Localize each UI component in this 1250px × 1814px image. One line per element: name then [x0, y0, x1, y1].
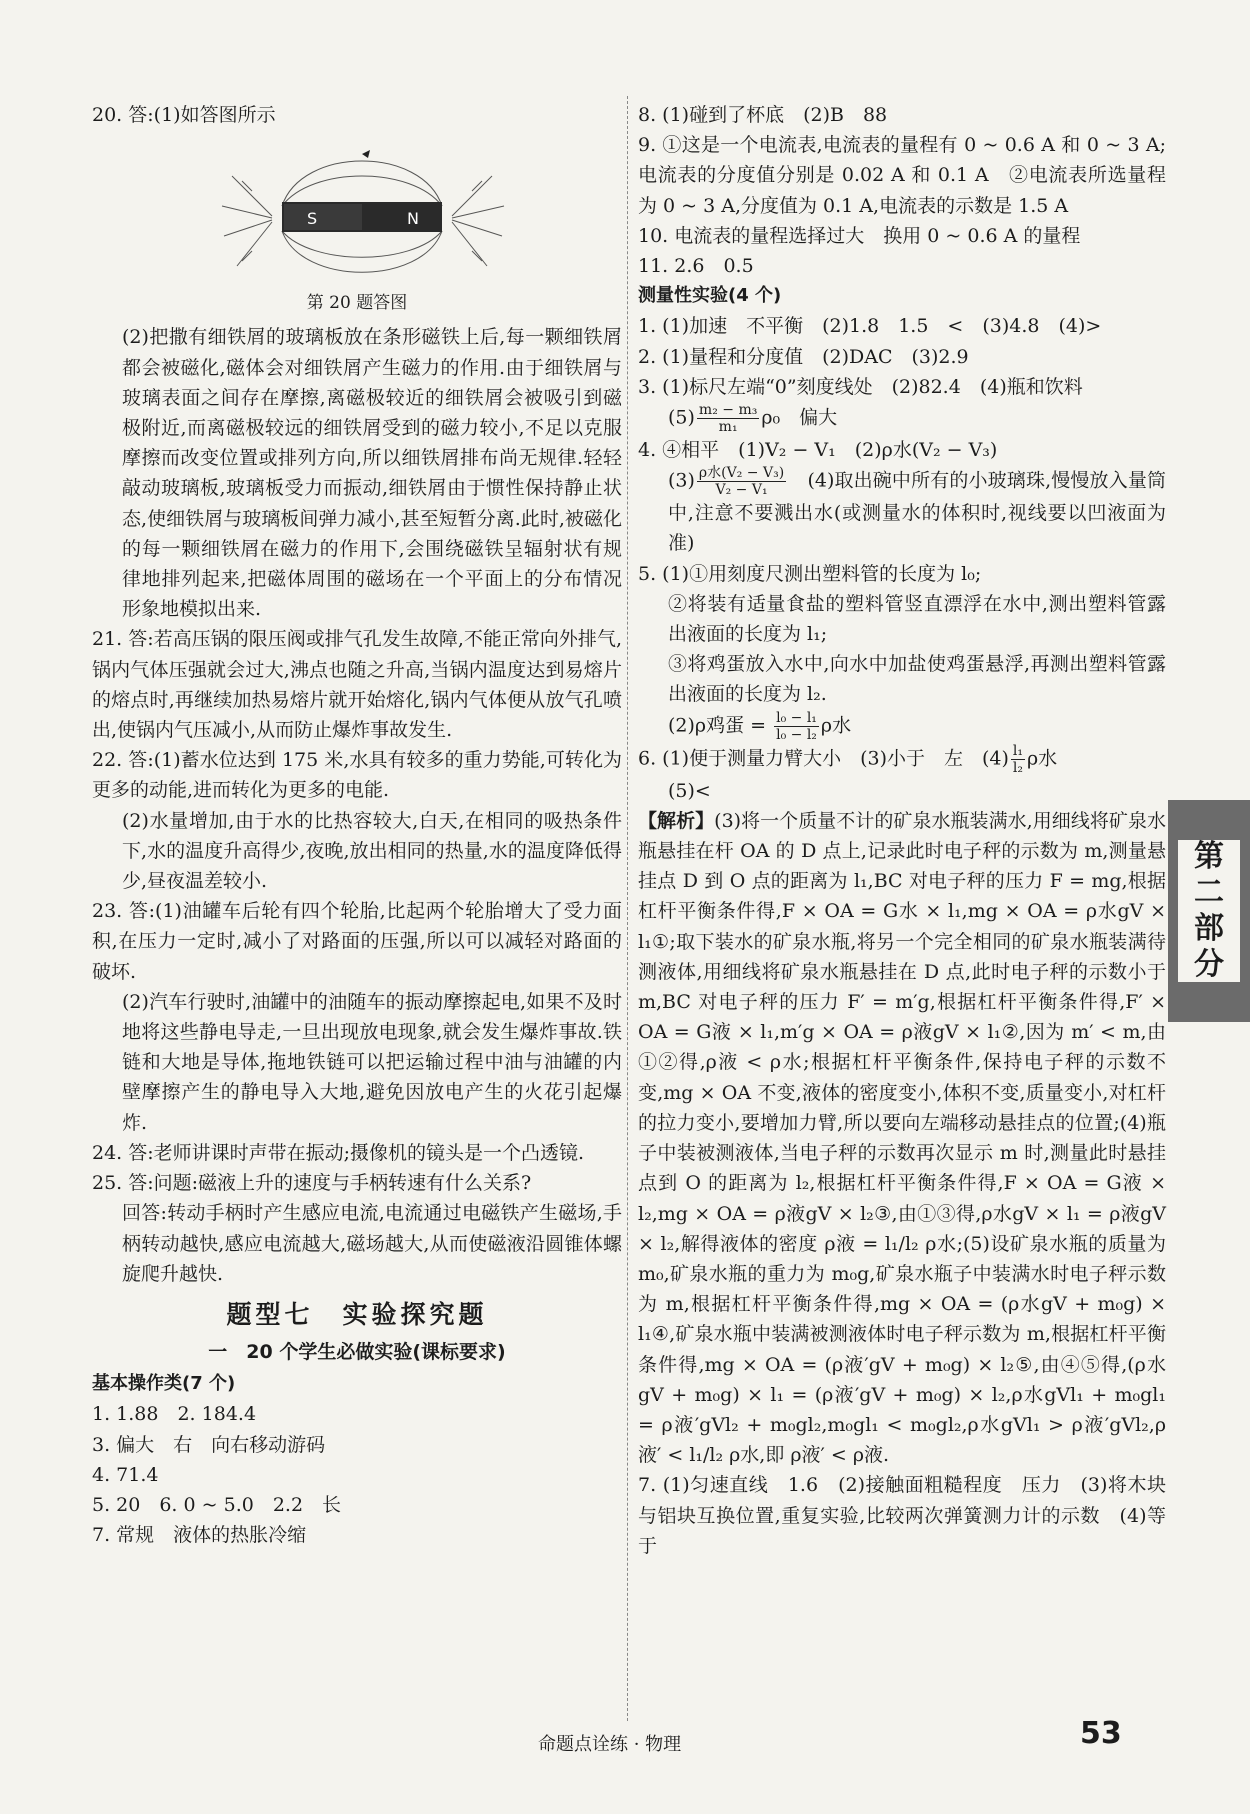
q25-answer: 回答:转动手柄时产生感应电流,电流通过电磁铁产生磁场,手柄转动越快,感应电流越大,磁场越大,从而使磁液沿圆锥体螺旋爬升越快. — [122, 1202, 622, 1285]
answer-7: 7. 常规 液体的热胀冷缩 — [92, 1524, 307, 1547]
m3-5-prefix: (5) — [668, 406, 695, 429]
m5-4-numerator: l₀ − l₁ — [776, 709, 817, 726]
m5-4-suffix: ρ水 — [820, 714, 852, 737]
page-number: 53 — [1080, 1716, 1122, 1751]
q22-answer-2: (2)水量增加,由于水的比热容较大,白天,在相同的吸热条件下,水的温度升高得少,夜晚,放出相同的热量,水的温度降低得少,昼夜温差较小. — [122, 809, 622, 893]
analysis-body: (3)将一个质量不计的矿泉水瓶装满水,用细线将矿泉水瓶悬挂在杆 OA 的 D 点上,记录此时电子秤的示数为 m,测量悬挂点 D 到 O 点的距离为 l₁,BC 对电子秤的压力 F = mg,根据杠杆平衡条件得,F × OA = G水 × l₁,mg × OA = ρ水gV × l₁①;取下装水的矿泉水瓶,将另一个完全相同的矿泉水瓶装满待测液体,用细线将矿泉水瓶悬挂在 D 点,此时电子秤的示数小于 m,BC 对电子秤的压力 F′ = m′g,根据杠杆平衡条件得,F′ × OA = G液 × l₁,m′g × OA = ρ液gV × l₁②,因为 m′ < m,由①②得,ρ液 < ρ水;根据杠杆平衡条件,保持电子秤的示数不变,mg × OA 不变,液体的密度变小,体积不变,质量变小,对杠杆的拉力变小,要增加力臂,所以要向左端移动悬挂点的位置;(4)瓶子中装被测液体,当电子秤的示数再次显示 m 时,测量此时悬挂点到 O 的距离为 l₂,根据杠杆平衡条件得,F × OA = G液 × l₂,mg × OA = ρ液gV × l₂③,由①③得,ρ水gV × l₁ = ρ液gV × l₂,解得液体的密度 ρ液 = l₁/l₂ ρ水;(5)设矿泉水瓶的质量为 m₀,矿泉水瓶的重力为 m₀g,矿泉水瓶子中装满水时电子秤示数为 m,根据杠杆平衡条件得,mg × OA = (ρ水gV + m₀g) × l₁④,矿泉水瓶中装满被测液体时电子秤示数为 m,根据杠杆平衡条件得,mg × OA = (ρ液′gV + m₀g) × l₂⑤,由④⑤得,(ρ水gV + m₀g) × l₁ = (ρ液′gV + m₀g) × l₂,ρ水gVl₁ + m₀gl₁ = ρ液′gVl₂ + m₀gl₂,m₀gl₁ < m₀gl₂,ρ水gVl₁ > ρ液′gVl₂,ρ液′ < l₁/l₂ ρ水,即 ρ液′ < ρ液. — [638, 809, 1166, 1467]
answer-1-2: 1. 1.88 2. 184.4 — [92, 1403, 257, 1426]
answer-10: 10. 电流表的量程选择过大 换用 0 ~ 0.6 A 的量程 — [638, 224, 1081, 247]
m6-prefix: 6. (1)便于测量力臂大小 (3)小于 左 (4) — [638, 747, 1009, 770]
analysis — [638, 806, 1166, 1470]
q25-question: 25. 答:问题:磁液上升的速度与手柄转速有什么关系? — [92, 1172, 532, 1195]
answer-3: 3. 偏大 右 向右移动游码 — [92, 1433, 326, 1456]
q21-answer: 21. 答:若高压锅的限压阀或排气孔发生故障,不能正常向外排气,锅内气体压强就会过大,沸点也随之升高,当锅内温度达到易熔片的熔点时,再继续加热易熔片就开始熔化,锅内气体便从放气孔喷出,使锅内气压减小,从而防止爆炸事故发生. — [92, 628, 622, 742]
right-column — [638, 100, 1166, 1561]
m4-3-numerator: ρ水(V₂ − V₃) — [698, 465, 785, 482]
measure-7: 7. (1)匀速直线 1.6 (2)接触面粗糙程度 压力 (3)将木块与铝块互换位置,重复实验,比较两次弹簧测力计的示数 (4)等于 — [638, 1474, 1166, 1557]
north-pole-label: N — [407, 209, 419, 229]
part-side-tab — [1168, 800, 1250, 1022]
q22-answer-1: 22. 答:(1)蓄水位达到 175 米,水具有较多的重力势能,可转化为更多的动能,进而转化为更多的电能. — [92, 749, 622, 802]
m5-4-fraction — [774, 710, 819, 743]
measure-5-step-1: 5. (1)①用刻度尺测出塑料管的长度为 l₀; — [638, 562, 982, 585]
q23-answer-2: (2)汽车行驶时,油罐中的油随车的振动摩擦起电,如果不及时地将这些静电导走,一旦出现放电现象,就会发生爆炸事故.铁链和大地是导体,拖地铁链可以把运输过程中油与油罐的内壁摩擦产生的静电导入大地,避免因放电产生的火花引起爆炸. — [122, 990, 622, 1134]
measure-4-part-3 — [638, 465, 1166, 558]
column-divider — [627, 96, 628, 1721]
q23-answer-1: 23. 答:(1)油罐车后轮有四个轮胎,比起两个轮胎增大了受力面积,在压力一定时,减小了对路面的压强,所以可以减轻对路面的破坏. — [92, 900, 622, 983]
m4-3-prefix: (3) — [668, 469, 695, 492]
side-tab-char-4: 分 — [1194, 947, 1224, 982]
part-side-tab-inner — [1178, 840, 1240, 982]
m6-fraction — [1011, 743, 1025, 776]
section-title: 题型七 实验探究题 — [226, 1299, 488, 1329]
m4-3-suffix: (4)取出碗中所有的小玻璃珠,慢慢放入量筒中,注意不要溅出水(或测量水的体积时,视线要以凹液面为准) — [668, 469, 1166, 555]
category-basic-operations: 基本操作类(7 个) — [92, 1373, 236, 1395]
measure-6-part-5: (5)< — [668, 779, 711, 802]
analysis-label: 【解析】 — [638, 809, 715, 832]
magnet-figure — [212, 136, 512, 286]
m6-numerator: l₁ — [1012, 742, 1024, 759]
answer-4: 4. 71.4 — [92, 1463, 159, 1486]
measure-5-step-2: ②将装有适量食盐的塑料管竖直漂浮在水中,测出塑料管露出液面的长度为 l₁; — [668, 592, 1166, 646]
m6-denominator: l₂ — [1012, 759, 1024, 776]
m5-4-prefix: (2)ρ鸡蛋 = — [668, 714, 773, 737]
answer-5-6: 5. 20 6. 0 ~ 5.0 2.2 长 — [92, 1493, 342, 1516]
m6-suffix: ρ水 — [1027, 747, 1058, 770]
answer-11: 11. 2.6 0.5 — [638, 255, 754, 278]
side-tab-char-2: 二 — [1194, 875, 1224, 910]
footer-title: 命题点诠练 · 物理 — [538, 1734, 682, 1755]
category-measurement: 测量性实验(4 个) — [638, 285, 782, 307]
south-pole-label: S — [307, 209, 318, 229]
answer-8: 8. (1)碰到了杯底 (2)B 88 — [638, 104, 888, 126]
m3-5-suffix: ρ₀ 偏大 — [761, 406, 838, 429]
section-subtitle: 一 20 个学生必做实验(课标要求) — [208, 1340, 506, 1363]
measure-4: 4. ④相平 (1)V₂ − V₁ (2)ρ水(V₂ − V₃) — [638, 439, 998, 462]
side-tab-char-1: 第 — [1194, 839, 1224, 874]
m4-3-fraction — [697, 465, 786, 498]
m4-3-denominator: V₂ − V₁ — [715, 482, 768, 499]
q20-heading: 20. 答:(1)如答图所示 — [92, 104, 276, 126]
measure-5-step-3: ③将鸡蛋放入水中,向水中加盐使鸡蛋悬浮,再测出塑料管露出液面的长度为 l₂. — [668, 653, 1166, 706]
m5-4-denominator: l₀ − l₂ — [776, 726, 817, 743]
measure-2: 2. (1)量程和分度值 (2)DAC (3)2.9 — [638, 345, 969, 368]
m3-5-denominator: m₁ — [718, 419, 738, 436]
measure-6 — [638, 743, 1166, 776]
answer-9: 9. ①这是一个电流表,电流表的量程有 0 ~ 0.6 A 和 0 ~ 3 A;电流表的分度值分别是 0.02 A 和 0.1 A ②电流表所选量程为 0 ~ 3 A,分度值为 0.1 A,电流表的示数是 1.5 A — [638, 134, 1166, 217]
left-column — [92, 100, 622, 1550]
measure-1: 1. (1)加速 不平衡 (2)1.8 1.5 < (3)4.8 (4)> — [638, 315, 1102, 338]
magnetic-field-diagram — [212, 136, 512, 286]
m3-5-fraction — [697, 402, 759, 435]
measure-3: 3. (1)标尺左端“0”刻度线处 (2)82.4 (4)瓶和饮料 — [638, 375, 1083, 398]
side-tab-char-3: 部 — [1194, 911, 1224, 946]
q20-answer-2: (2)把撒有细铁屑的玻璃板放在条形磁铁上后,每一颗细铁屑都会被磁化,磁体会对细铁屑产生磁力的作用.由于细铁屑与玻璃表面之间存在摩擦,离磁极较近的细铁屑会被吸引到磁极附近,而离磁极较远的细铁屑受到的磁力较小,不足以克服摩擦而改变位置或排列方向,所以细铁屑排布尚无规律.轻轻敲动玻璃板,玻璃板受力而振动,细铁屑由于惯性保持静止状态,使细铁屑与玻璃板间弹力减小,甚至短暂分离.此时,被磁化的每一颗细铁屑在磁力的作用下,会围绕磁铁呈辐射状有规律地排列起来,把磁体周围的磁场在一个平面上的分布情况形象地模拟出来. — [122, 326, 622, 621]
measure-5-part-2 — [638, 710, 1166, 743]
m3-5-numerator: m₂ − m₃ — [698, 402, 758, 419]
measure-3-part-5 — [638, 402, 1166, 435]
q24-answer: 24. 答:老师讲课时声带在振动;摄像机的镜头是一个凸透镜. — [92, 1141, 585, 1164]
figure-caption: 第 20 题答图 — [306, 293, 408, 314]
